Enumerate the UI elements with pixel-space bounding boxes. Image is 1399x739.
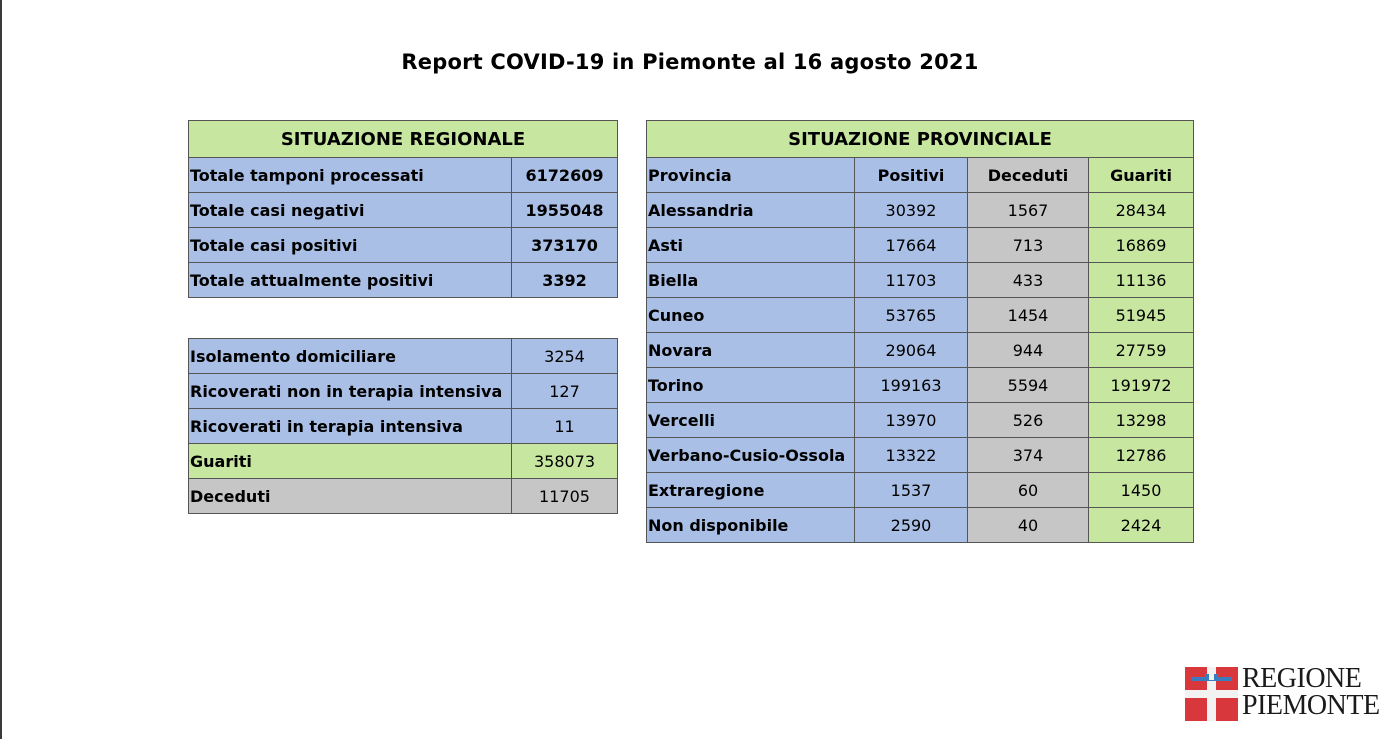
guariti-cell: 13298: [1089, 403, 1194, 438]
province-name: Vercelli: [647, 403, 855, 438]
province-name: Non disponibile: [647, 508, 855, 543]
row-label: Totale casi positivi: [189, 228, 512, 263]
table-row: [189, 409, 618, 444]
table-row: [647, 508, 1194, 543]
province-name: Cuneo: [647, 298, 855, 333]
deceduti-cell: 526: [968, 403, 1089, 438]
table-header-row: [647, 158, 1194, 193]
row-label: Guariti: [189, 444, 512, 479]
positivi-cell: 13970: [855, 403, 968, 438]
table-row: [647, 263, 1194, 298]
row-value: 127: [512, 374, 618, 409]
row-value: 373170: [512, 228, 618, 263]
table-row: [647, 228, 1194, 263]
guariti-cell: 1450: [1089, 473, 1194, 508]
positivi-cell: 199163: [855, 368, 968, 403]
column-header-provincia: Provincia: [647, 158, 855, 193]
table-row: [189, 339, 618, 374]
deceduti-cell: 1454: [968, 298, 1089, 333]
province-name: Alessandria: [647, 193, 855, 228]
table-row: [647, 298, 1194, 333]
table-row: [647, 473, 1194, 508]
logo-line-piemonte: PIEMONTE: [1242, 690, 1380, 721]
deceduti-cell: 433: [968, 263, 1089, 298]
row-label: Totale casi negativi: [189, 193, 512, 228]
table-row: [189, 193, 618, 228]
deceduti-cell: 713: [968, 228, 1089, 263]
logo-wordmark: [1242, 665, 1380, 719]
guariti-cell: 11136: [1089, 263, 1194, 298]
guariti-cell: 28434: [1089, 193, 1194, 228]
regional-detail-table: [188, 338, 618, 514]
column-header-positivi: Positivi: [855, 158, 968, 193]
row-value: 3254: [512, 339, 618, 374]
province-name: Novara: [647, 333, 855, 368]
province-name: Asti: [647, 228, 855, 263]
row-value: 11: [512, 409, 618, 444]
positivi-cell: 53765: [855, 298, 968, 333]
province-name: Torino: [647, 368, 855, 403]
column-header-guariti: Guariti: [1089, 158, 1194, 193]
row-label: Totale tamponi processati: [189, 158, 512, 193]
row-value: 11705: [512, 479, 618, 514]
guariti-cell: 51945: [1089, 298, 1194, 333]
table-row: [189, 444, 618, 479]
guariti-cell: 27759: [1089, 333, 1194, 368]
row-value: 1955048: [512, 193, 618, 228]
guariti-cell: 2424: [1089, 508, 1194, 543]
table-row: [647, 403, 1194, 438]
guariti-cell: 12786: [1089, 438, 1194, 473]
table-row: [189, 228, 618, 263]
column-header-deceduti: Deceduti: [968, 158, 1089, 193]
row-label: Totale attualmente positivi: [189, 263, 512, 298]
positivi-cell: 1537: [855, 473, 968, 508]
row-label: Ricoverati in terapia intensiva: [189, 409, 512, 444]
positivi-cell: 30392: [855, 193, 968, 228]
positivi-cell: 2590: [855, 508, 968, 543]
logo-line-regione: REGIONE: [1242, 663, 1362, 694]
table-row: [189, 479, 618, 514]
positivi-cell: 11703: [855, 263, 968, 298]
provincial-table: [646, 120, 1194, 543]
positivi-cell: 17664: [855, 228, 968, 263]
row-value: 3392: [512, 263, 618, 298]
guariti-cell: 191972: [1089, 368, 1194, 403]
positivi-cell: 13322: [855, 438, 968, 473]
regione-piemonte-logo: [1185, 663, 1380, 723]
deceduti-cell: 1567: [968, 193, 1089, 228]
table-row: [647, 193, 1194, 228]
table-row: [189, 158, 618, 193]
row-value: 358073: [512, 444, 618, 479]
table-row: [647, 333, 1194, 368]
table-row: [647, 438, 1194, 473]
deceduti-cell: 5594: [968, 368, 1089, 403]
regional-summary-table: [188, 120, 618, 298]
deceduti-cell: 374: [968, 438, 1089, 473]
province-name: Verbano-Cusio-Ossola: [647, 438, 855, 473]
page-title: Report COVID-19 in Piemonte al 16 agosto 2021: [401, 50, 979, 74]
row-label: Isolamento domiciliare: [189, 339, 512, 374]
table-row: [647, 368, 1194, 403]
row-value: 6172609: [512, 158, 618, 193]
table-row: [189, 263, 618, 298]
piemonte-coat-of-arms-icon: [1185, 667, 1238, 721]
row-label: Deceduti: [189, 479, 512, 514]
positivi-cell: 29064: [855, 333, 968, 368]
deceduti-cell: 40: [968, 508, 1089, 543]
provincial-table-header: SITUAZIONE PROVINCIALE: [647, 121, 1194, 158]
row-label: Ricoverati non in terapia intensiva: [189, 374, 512, 409]
province-name: Biella: [647, 263, 855, 298]
province-name: Extraregione: [647, 473, 855, 508]
table-row: [189, 374, 618, 409]
regional-table-header: SITUAZIONE REGIONALE: [189, 121, 618, 158]
deceduti-cell: 944: [968, 333, 1089, 368]
window-left-border: [0, 0, 2, 739]
deceduti-cell: 60: [968, 473, 1089, 508]
guariti-cell: 16869: [1089, 228, 1194, 263]
